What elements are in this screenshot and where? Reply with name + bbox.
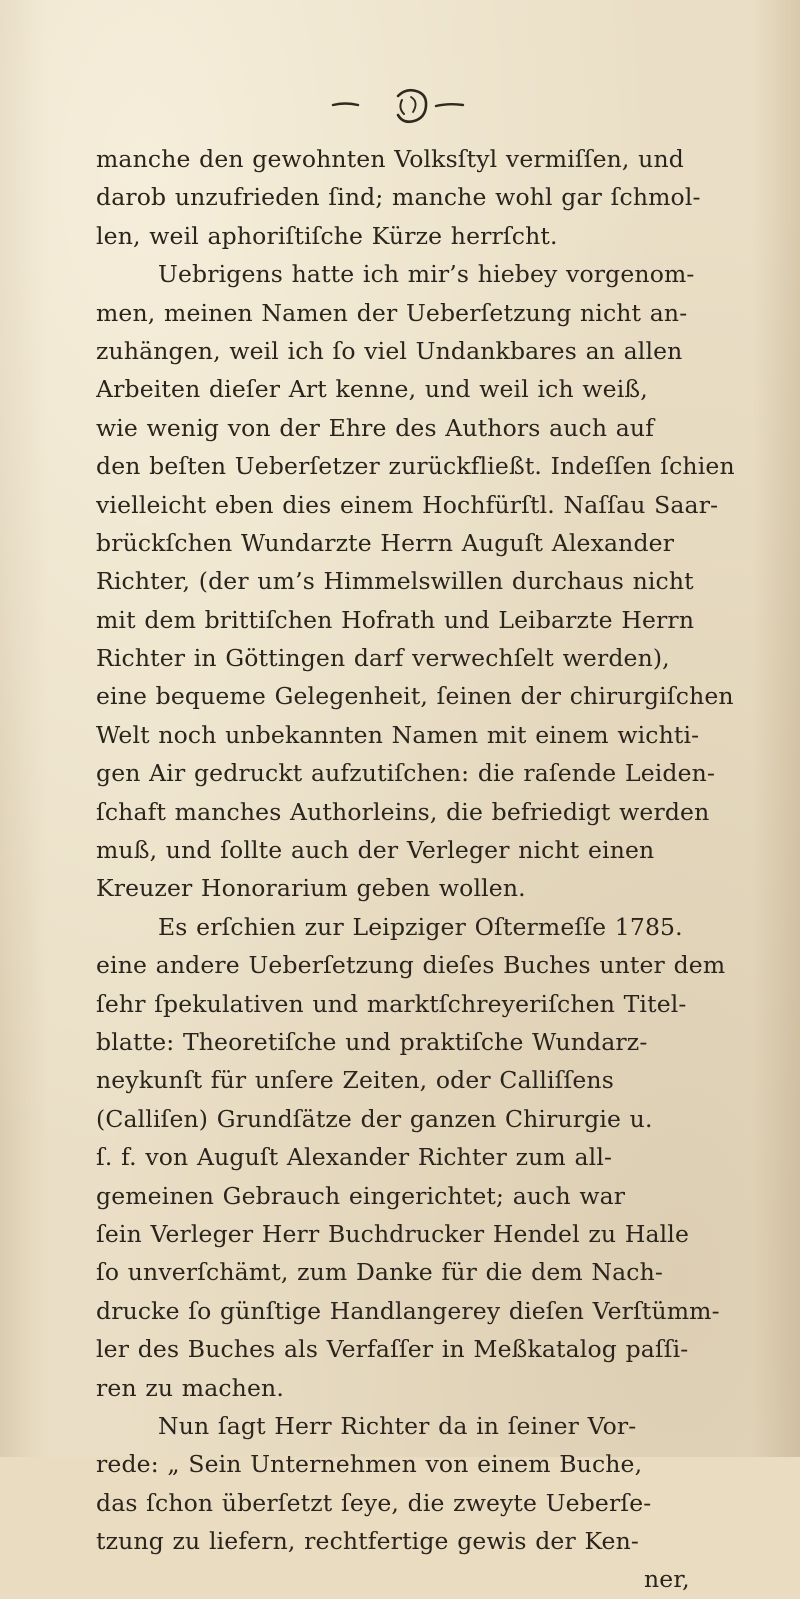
text-line: Richter, (der um’s Himmelswillen durchaus nicht xyxy=(96,567,694,596)
text-line: Welt noch unbekannten Namen mit einem wichti- xyxy=(96,720,700,749)
text-line: tzung zu liefern, rechtfertige gewis der Ken- xyxy=(96,1527,639,1556)
text-line: Nun ſagt Herr Richter da in ſeiner Vor- xyxy=(158,1411,637,1440)
text-line: ſ. f. von Auguſt Alexander Richter zum all- xyxy=(96,1143,613,1172)
body-text xyxy=(96,140,756,1599)
text-line: mit dem brittiſchen Hofrath und Leibarzte Herrn xyxy=(96,605,695,634)
text-line: vielleicht eben dies einem Hochfürſtl. Naſſau Saar- xyxy=(96,490,719,519)
text-line: ſchaft manches Authorleins, die befriedigt werden xyxy=(96,797,710,826)
text-line: ſein Verleger Herr Buchdrucker Hendel zu Halle xyxy=(96,1219,690,1248)
text-line: ler des Buches als Verfaſſer in Meßkatalog paſſi- xyxy=(96,1335,689,1364)
text-line: len, weil aphoriſtiſche Kürze herrſcht. xyxy=(96,221,558,250)
text-line: gen Air gedruckt aufzutiſchen: die raſende Leiden- xyxy=(96,759,716,788)
page-header-ornament-icon xyxy=(0,82,800,132)
catchword: ner, xyxy=(644,1565,690,1594)
text-line: muß, und ſollte auch der Verleger nicht einen xyxy=(96,836,655,865)
text-line: eine andere Ueberſetzung dieſes Buches unter dem xyxy=(96,951,726,980)
text-line: ſehr ſpekulativen und marktſchreyeriſchen Titel- xyxy=(96,989,687,1018)
text-line: wie wenig von der Ehre des Authors auch auf xyxy=(96,413,655,442)
text-line: neykunſt für unſere Zeiten, oder Calliſſens xyxy=(96,1066,614,1095)
text-line: ren zu machen. xyxy=(96,1373,284,1402)
text-line: gemeinen Gebrauch eingerichtet; auch war xyxy=(96,1181,626,1210)
text-line: men, meinen Namen der Ueberſetzung nicht an- xyxy=(96,298,688,327)
text-line: drucke ſo günſtige Handlangerey dieſen Verſtümm- xyxy=(96,1296,720,1325)
text-line: Es erſchien zur Leipziger Oſtermeſſe 1785. xyxy=(158,912,683,941)
text-line: manche den gewohnten Volksſtyl vermiſſen, und xyxy=(96,145,684,173)
text-line: darob unzufrieden ſind; manche wohl gar ſchmol- xyxy=(96,183,701,212)
text-line: Kreuzer Honorarium geben wollen. xyxy=(96,874,526,903)
text-line: den beſten Ueberſetzer zurückfließt. Indeſſen ſchien xyxy=(96,452,735,481)
text-line: Richter in Göttingen darf verwechſelt werden), xyxy=(96,644,670,673)
text-line: rede: „ Sein Unternehmen von einem Buche, xyxy=(96,1450,643,1479)
text-line: Arbeiten dieſer Art kenne, und weil ich weiß, xyxy=(96,375,648,404)
text-line: das ſchon überſetzt ſeye, die zweyte Ueberſe- xyxy=(96,1488,652,1517)
text-line: brückſchen Wundarzte Herrn Auguſt Alexander xyxy=(96,528,675,557)
text-line: blatte: Theoretiſche und praktiſche Wundarz- xyxy=(96,1027,648,1056)
text-line: zuhängen, weil ich ſo viel Undankbares an allen xyxy=(96,336,683,365)
page-header xyxy=(0,82,800,132)
text-line: ſo unverſchämt, zum Danke für die dem Nach- xyxy=(96,1258,663,1287)
text-line: (Calliſen) Grundſätze der ganzen Chirurgie u. xyxy=(96,1104,653,1133)
text-line: Uebrigens hatte ich mir’s hiebey vorgenom- xyxy=(158,260,695,289)
text-line: eine bequeme Gelegenheit, ſeinen der chirurgiſchen xyxy=(96,682,734,711)
